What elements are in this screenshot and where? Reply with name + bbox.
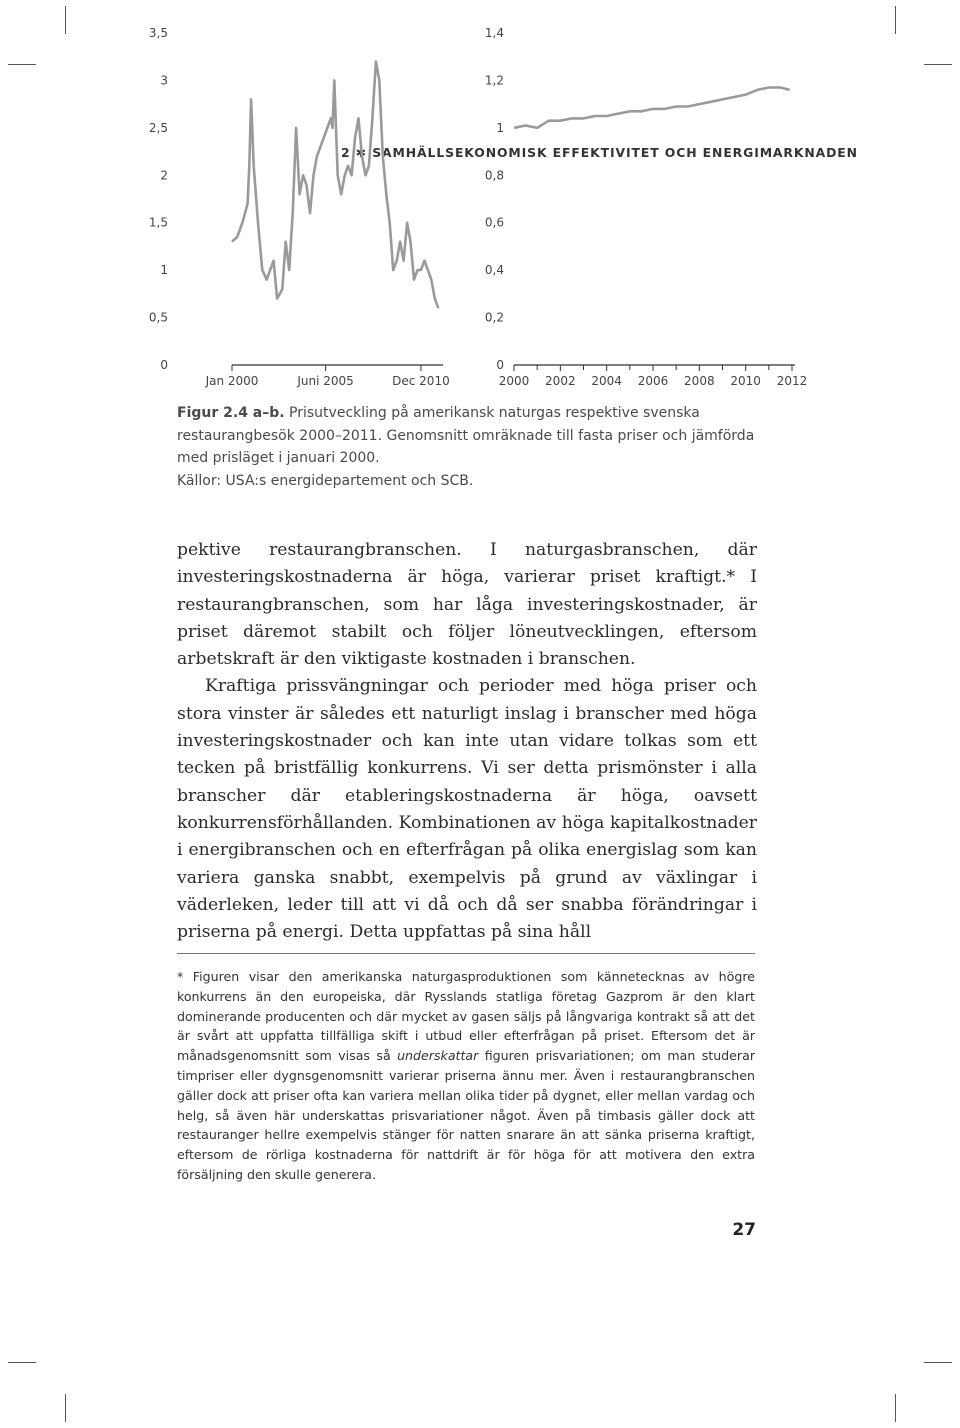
body-paragraph: Kraftiga prissvängningar och perioder med höga priser och stora vinster är således ett naturligt inslag i branscher med höga investeringskostnader och kan inte utan vidare tolkas som ett tecken på bristfällig konkurrens. Vi ser detta prismönster i alla branscher där etableringskostnaderna är höga, oavsett konkurrensförhållanden. Kombinationen av höga kapitalkostnader i energibranschen och en efterfrågan på olika energislag som kan variera ganska snabbt, exempelvis på grund av växlingar i väderleken, leder till att vi då och då ser snabba förändringar i priserna på energi. Detta uppfattas på sina håll [177,676,757,943]
crop-mark [65,1394,66,1422]
footnote-text: * Figuren visar den amerikanska naturgasproduktionen som kännetecknas av högre konkurrens än den europeiska, där Rysslands statliga företag Gazprom är den klart dominerande producenten och där mycket av gasen säljs på långvariga kontrakt så att det är svårt att uppfatta tillfälliga skift i utbud eller efterfrågan på priset. Eftersom det är månadsgenomsnitt som visas så [177,969,755,1064]
y-tick-label: 1 [160,263,168,278]
y-tick-label: 0,8 [484,168,504,183]
x-tick-label: 2000 [498,374,530,388]
crop-mark [895,6,896,34]
crop-mark [895,1394,896,1422]
x-tick-label: 2004 [591,374,622,388]
footnote-rule [177,953,755,954]
y-tick-label: 3 [160,73,168,88]
y-tick-label: 1,5 [148,215,168,230]
crop-mark [8,64,36,65]
x-tick-label: 2012 [776,374,808,388]
running-head: 2 ✱ SAMHÄLLSEKONOMISK EFFEKTIVITET OCH ENERGIMARKNADEN [341,145,858,160]
y-tick-label: 0 [496,358,504,372]
crop-mark [924,64,952,65]
gas-price-chart [140,20,460,400]
y-tick-label: 0,4 [484,263,504,278]
series-line [514,88,790,128]
y-tick-label: 0 [160,358,168,372]
y-tick-label: 3,5 [148,26,168,40]
caption-text: Prisutveckling på amerikansk naturgas respektive svenska restaurangbesök 2000–2011. Genomsnitt omräknade till fasta priser och jämförda med prisläget i januari 2000. [177,405,755,466]
footnote [177,967,755,1185]
body-paragraph: pektive restaurangbranschen. I naturgasbranschen, där investeringskostnaderna är höga, varierar priset kraftigt.* I restaurangbranschen, som har låga investeringskostnader, är priset däremot stabilt och följer löneutvecklingen, eftersom arbetskraft är den viktigaste kostnaden i branschen. [177,540,757,670]
caption-label: Figur 2.4 a–b. [177,405,285,421]
footnote-text: figuren prisvariationen; om man studerar timpriser eller dygnsgenomsnitt varierar priserna ännu mer. Även i restaurangbranschen gäller dock att priser ofta kan variera mellan olika tider på dygnet, eller mellan vardag och helg, så även här underskattas prisvariationer något. Även på timbasis gäller dock att restauranger hellre exempelvis stänger för natten snarare än att sänka priserna kraftigt, eftersom de rörliga kostnaderna för nattdrift är för höga för att motivera den extra försäljning den skulle generera. [177,1048,755,1182]
footnote-emphasis: underskattar [397,1048,479,1064]
x-tick-label: 2002 [545,374,576,388]
restaurant-price-chart [470,20,830,400]
y-tick-label: 0,5 [148,310,168,325]
y-tick-label: 2,5 [148,120,168,135]
x-tick-label: 2008 [684,374,715,388]
body-text [177,537,757,946]
crop-mark [8,1362,36,1363]
x-tick-label: Juni 2005 [297,374,354,388]
crop-mark [924,1362,952,1363]
x-tick-label: Dec 2010 [392,374,450,388]
y-tick-label: 0,2 [484,310,504,325]
y-tick-label: 0,6 [484,215,504,230]
caption-sources-label: Källor: [177,472,222,489]
y-tick-label: 1 [496,120,504,135]
caption-sources-text: USA:s energidepartement och SCB. [225,472,474,489]
y-tick-label: 2 [160,168,168,183]
series-line [232,62,438,309]
page-number: 27 [732,1220,756,1240]
x-tick-label: 2010 [730,374,761,388]
figure-caption [177,402,767,492]
crop-mark [65,6,66,34]
x-tick-label: 2006 [637,374,669,388]
y-tick-label: 1,2 [484,73,504,88]
x-tick-label: Jan 2000 [205,374,259,388]
y-tick-label: 1,4 [484,26,504,40]
